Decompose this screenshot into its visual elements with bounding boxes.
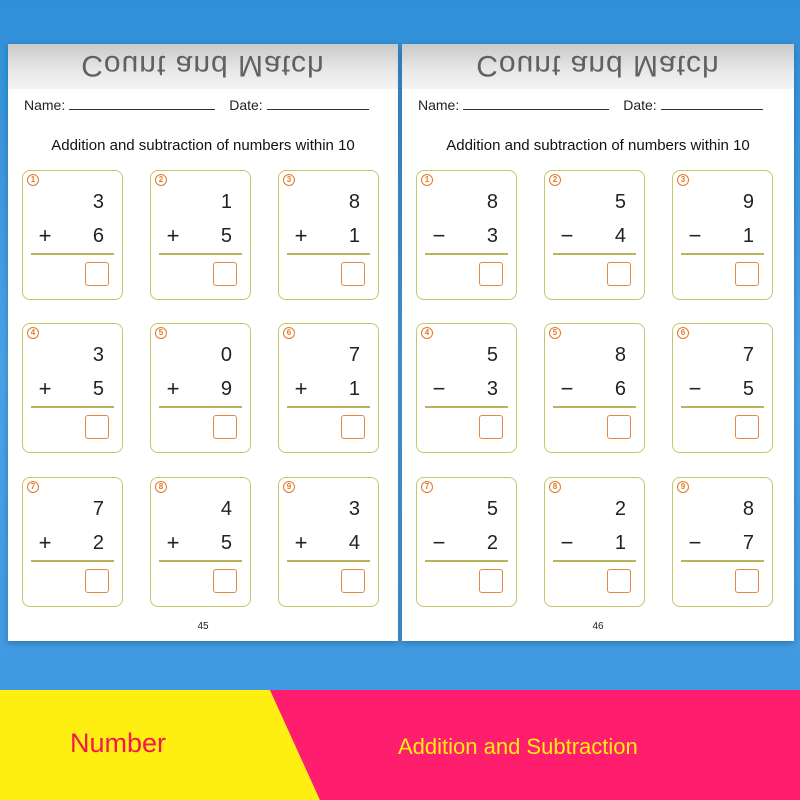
banner-addition-subtraction-label: Addition and Subtraction <box>398 734 638 759</box>
problem-card <box>22 323 123 453</box>
first-operand: 0 <box>220 344 232 366</box>
first-operand: 5 <box>486 344 498 366</box>
worksheet-page-right <box>402 44 794 641</box>
operator-sign: + <box>166 376 180 401</box>
first-operand: 4 <box>220 498 232 520</box>
date-label: Date: <box>623 97 657 113</box>
second-operand: 5 <box>220 532 232 554</box>
bottom-banner <box>0 690 800 800</box>
date-label: Date: <box>229 97 263 113</box>
answer-box[interactable] <box>85 415 109 439</box>
page-number: 45 <box>197 621 209 632</box>
problem-number-badge: 8 <box>155 481 167 493</box>
answer-box[interactable] <box>479 569 503 593</box>
sum-line <box>159 253 242 255</box>
answer-box[interactable] <box>341 415 365 439</box>
second-operand: 2 <box>92 532 104 554</box>
answer-box[interactable] <box>479 415 503 439</box>
second-operand: 2 <box>486 532 498 554</box>
operator-sign: − <box>688 530 702 555</box>
answer-box[interactable] <box>735 415 759 439</box>
sum-line <box>31 406 114 408</box>
problem-number-badge: 5 <box>549 327 561 339</box>
page-header <box>402 44 794 89</box>
name-date-line <box>418 97 784 113</box>
problem-card <box>416 323 517 453</box>
second-operand: 9 <box>220 378 232 400</box>
problem-number-badge: 3 <box>283 174 295 186</box>
sum-line <box>287 253 370 255</box>
sum-line <box>681 560 764 562</box>
problem-number-badge: 6 <box>283 327 295 339</box>
operator-sign: − <box>560 376 574 401</box>
operator-sign: + <box>294 530 308 555</box>
first-operand: 3 <box>92 344 104 366</box>
problem-number-badge: 2 <box>155 174 167 186</box>
answer-box[interactable] <box>341 569 365 593</box>
first-operand: 3 <box>92 191 104 213</box>
operator-sign: − <box>688 223 702 248</box>
first-operand: 1 <box>220 191 232 213</box>
page-header <box>8 44 398 89</box>
second-operand: 6 <box>614 378 626 400</box>
operator-sign: − <box>432 530 446 555</box>
problem-number-badge: 9 <box>283 481 295 493</box>
sum-line <box>553 406 636 408</box>
answer-box[interactable] <box>479 262 503 286</box>
answer-box[interactable] <box>213 569 237 593</box>
second-operand: 3 <box>486 225 498 247</box>
operator-sign: + <box>294 223 308 248</box>
second-operand: 7 <box>742 532 754 554</box>
operator-sign: − <box>560 223 574 248</box>
problem-card <box>150 170 251 300</box>
first-operand: 5 <box>614 191 626 213</box>
operator-sign: + <box>38 223 52 248</box>
answer-box[interactable] <box>213 415 237 439</box>
answer-box[interactable] <box>735 569 759 593</box>
operator-sign: + <box>294 376 308 401</box>
first-operand: 8 <box>486 191 498 213</box>
first-operand: 5 <box>486 498 498 520</box>
name-label: Name: <box>24 97 66 113</box>
sum-line <box>425 253 508 255</box>
first-operand: 7 <box>348 344 360 366</box>
header-title-mirrored: Count and Match <box>476 49 720 82</box>
first-operand: 2 <box>614 498 626 520</box>
sum-line <box>31 560 114 562</box>
operator-sign: − <box>432 376 446 401</box>
operator-sign: − <box>560 530 574 555</box>
answer-box[interactable] <box>607 569 631 593</box>
sheet-title: Addition and subtraction of numbers within 10 <box>51 137 355 154</box>
operator-sign: + <box>38 376 52 401</box>
banner-number-label: Number <box>70 728 167 758</box>
problem-card <box>22 477 123 607</box>
answer-box[interactable] <box>213 262 237 286</box>
date-blank <box>661 109 763 110</box>
problem-number-badge: 7 <box>421 481 433 493</box>
sum-line <box>681 253 764 255</box>
operator-sign: + <box>38 530 52 555</box>
answer-box[interactable] <box>607 262 631 286</box>
problem-card <box>416 170 517 300</box>
problem-card <box>672 477 773 607</box>
problem-card <box>416 477 517 607</box>
operator-sign: + <box>166 530 180 555</box>
problem-card <box>278 170 379 300</box>
problem-number-badge: 1 <box>421 174 433 186</box>
sheet-title: Addition and subtraction of numbers within 10 <box>446 137 750 154</box>
answer-box[interactable] <box>607 415 631 439</box>
problem-number-badge: 3 <box>677 174 689 186</box>
first-operand: 7 <box>742 344 754 366</box>
problem-card <box>278 323 379 453</box>
second-operand: 6 <box>92 225 104 247</box>
second-operand: 5 <box>220 225 232 247</box>
problem-number-badge: 5 <box>155 327 167 339</box>
worksheet-page-left <box>8 44 398 641</box>
problem-number-badge: 7 <box>27 481 39 493</box>
problem-number-badge: 4 <box>421 327 433 339</box>
sum-line <box>425 406 508 408</box>
problem-number-badge: 4 <box>27 327 39 339</box>
operator-sign: − <box>688 376 702 401</box>
first-operand: 9 <box>742 191 754 213</box>
date-blank <box>267 109 369 110</box>
problem-number-badge: 8 <box>549 481 561 493</box>
sum-line <box>159 560 242 562</box>
second-operand: 4 <box>348 532 360 554</box>
answer-box[interactable] <box>735 262 759 286</box>
problem-card <box>672 170 773 300</box>
problem-number-badge: 9 <box>677 481 689 493</box>
first-operand: 8 <box>348 191 360 213</box>
second-operand: 1 <box>348 378 360 400</box>
sum-line <box>553 560 636 562</box>
first-operand: 7 <box>92 498 104 520</box>
problem-number-badge: 1 <box>27 174 39 186</box>
problem-number-badge: 6 <box>677 327 689 339</box>
answer-box[interactable] <box>85 569 109 593</box>
sum-line <box>553 253 636 255</box>
second-operand: 1 <box>742 225 754 247</box>
problem-card <box>544 323 645 453</box>
header-title-mirrored: Count and Match <box>81 49 325 82</box>
first-operand: 8 <box>742 498 754 520</box>
second-operand: 5 <box>742 378 754 400</box>
problem-card <box>544 477 645 607</box>
second-operand: 5 <box>92 378 104 400</box>
problem-card <box>278 477 379 607</box>
second-operand: 3 <box>486 378 498 400</box>
sum-line <box>681 406 764 408</box>
second-operand: 1 <box>348 225 360 247</box>
answer-box[interactable] <box>341 262 365 286</box>
problem-card <box>672 323 773 453</box>
sum-line <box>287 560 370 562</box>
page-number: 46 <box>592 621 604 632</box>
problem-card <box>22 170 123 300</box>
first-operand: 3 <box>348 498 360 520</box>
name-blank <box>463 109 609 110</box>
name-blank <box>69 109 215 110</box>
sum-line <box>31 253 114 255</box>
sum-line <box>287 406 370 408</box>
problem-number-badge: 2 <box>549 174 561 186</box>
sum-line <box>425 560 508 562</box>
second-operand: 4 <box>614 225 626 247</box>
problem-card <box>150 323 251 453</box>
answer-box[interactable] <box>85 262 109 286</box>
second-operand: 1 <box>614 532 626 554</box>
operator-sign: − <box>432 223 446 248</box>
first-operand: 8 <box>614 344 626 366</box>
problem-card <box>544 170 645 300</box>
operator-sign: + <box>166 223 180 248</box>
name-label: Name: <box>418 97 460 113</box>
sum-line <box>159 406 242 408</box>
name-date-line <box>24 97 388 113</box>
problem-card <box>150 477 251 607</box>
